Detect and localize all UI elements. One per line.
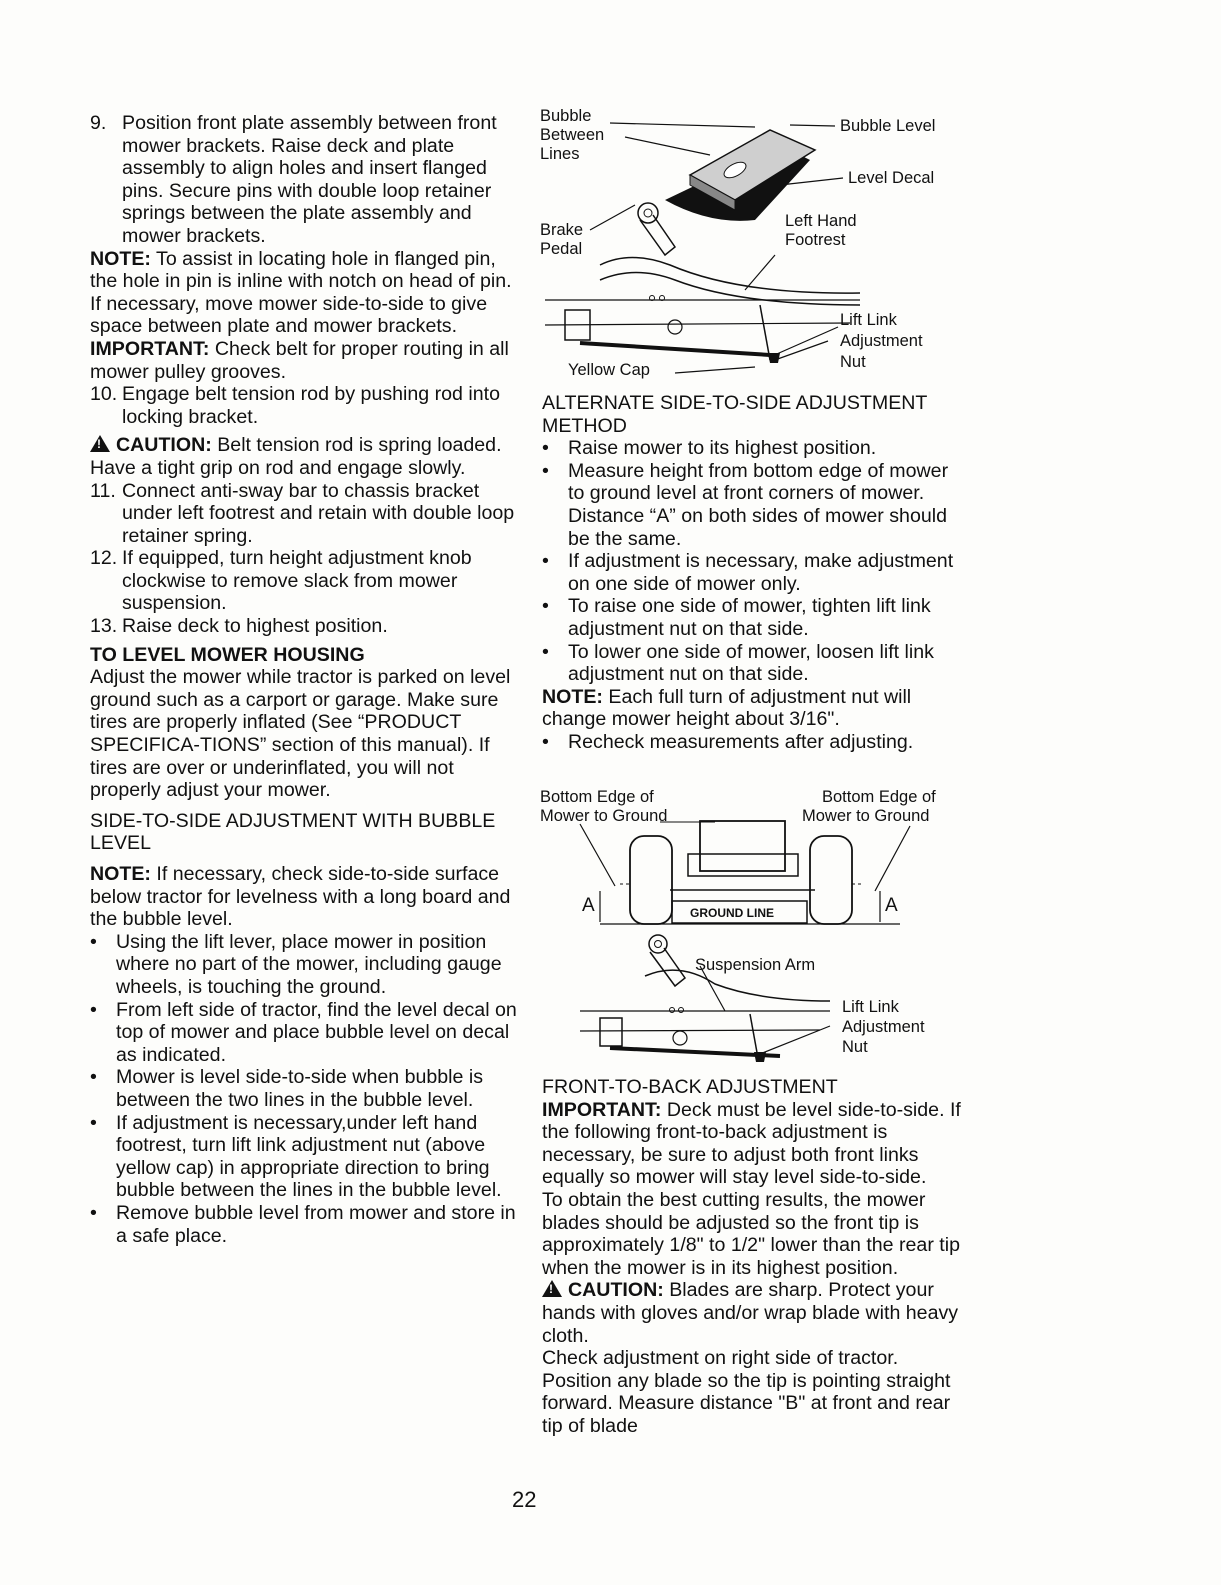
warning-icon (542, 1280, 562, 1297)
bullet-text: Recheck measurements after adjusting. (568, 730, 914, 753)
level-decal-label: Level Decal (848, 169, 935, 187)
bullet-text: To lower one side of mower, loosen lift link adjustment nut on that side. (568, 640, 934, 686)
bullet-item (542, 641, 967, 686)
step-number: 11. (90, 479, 116, 502)
lift-link-label: Nut (840, 353, 866, 371)
caution-label: CAUTION: (568, 1279, 664, 1302)
bullet-text: Mower is level side-to-side when bubble is between the two lines in the bubble level. (116, 1066, 484, 1111)
lift-link-label: Adjustment (840, 332, 923, 350)
bubble-between-lines-label: Lines (540, 145, 580, 163)
step-9 (90, 112, 522, 248)
bullet-icon: • (542, 595, 549, 618)
note-3 (542, 686, 967, 731)
step-number: 10. (90, 383, 118, 406)
bullet-icon: • (90, 1111, 97, 1134)
bullet-item (90, 999, 522, 1067)
bullet-item (90, 931, 522, 999)
step-text: Position front plate assembly between front mower brackets. Raise deck and plate assembly to align holes and insert flanged pins. Secure pins with double loop retainer springs between the plate assembly and mower brackets. (122, 112, 497, 247)
left-column (90, 112, 522, 1247)
bullet-icon: • (542, 437, 549, 460)
left-hand-footrest-label: Footrest (785, 231, 846, 249)
note-text: Each full turn of adjustment nut will change mower height about 3/16". (542, 685, 912, 731)
a-right-label: A (885, 895, 898, 916)
bullet-text: To raise one side of mower, tighten lift link adjustment nut on that side. (568, 595, 931, 640)
lift-link-label: Lift Link (840, 311, 897, 329)
important-2 (542, 1099, 967, 1189)
step-text: Connect anti-sway bar to chassis bracket under left footrest and retain with double loop retainer spring. (122, 479, 515, 547)
note-text: If necessary, check side-to-side surface below tractor for levelness with a long board and the bubble level. (90, 863, 511, 931)
caution-text: Belt tension rod is spring loaded. Have a tight grip on rod and engage slowly. (90, 434, 502, 479)
bullet-icon: • (90, 1201, 97, 1224)
step-number: 12. (90, 547, 118, 570)
page-number: 22 (512, 1487, 537, 1512)
lift-link-label: Lift Link (842, 998, 899, 1016)
caution-text: Blades are sharp. Protect your hands with gloves and/or wrap blade with heavy cloth. (542, 1279, 959, 1347)
bullet-icon: • (90, 998, 97, 1021)
front-heading: FRONT-TO-BACK ADJUSTMENT (542, 1076, 838, 1098)
caution-label: CAUTION: (116, 434, 212, 457)
bubble-heading: SIDE-TO-SIDE ADJUSTMENT WITH BUBBLE LEVEL (90, 809, 496, 855)
bullet-icon: • (90, 930, 97, 953)
suspension-arm-label: Suspension Arm (695, 956, 816, 974)
brake-pedal-label: Brake (540, 221, 584, 239)
bottom-edge-left-label: Bottom Edge of (540, 788, 654, 806)
step-13 (90, 615, 522, 638)
alt-heading: ALTERNATE SIDE-TO-SIDE ADJUSTMENT METHOD (542, 392, 928, 437)
warning-icon (90, 435, 110, 452)
step-text: Raise deck to highest position. (122, 615, 388, 638)
bullet-text: Using the lift lever, place mower in position where no part of the mower, including gauge wheels, is touching the ground. (116, 930, 502, 998)
bullet-item (542, 550, 967, 595)
caution-2 (542, 1279, 967, 1347)
bullet-text: If adjustment is necessary, make adjustment on one side of mower only. (568, 550, 954, 595)
step-number: 13. (90, 615, 118, 638)
ground-level-diagram (540, 786, 970, 1076)
best-results-text: To obtain the best cutting results, the mower blades should be adjusted so the front tip is approximately 1/8" to 1/2" lower than the rear tip when the mower is in its highest position. (542, 1188, 960, 1279)
note-text: To assist in locating hole in flanged pin, the hole in pin is inline with notch on head of pin. If necessary, move mower side-to-side to give space between plate and mower brackets. (90, 247, 512, 338)
check-adjustment-text: Check adjustment on right side of tractor. Position any blade so the tip is pointing straight forward. Measure distance "B" at front and rear tip of blade (542, 1347, 951, 1437)
important-1 (90, 338, 522, 383)
bullet-item (90, 1202, 522, 1247)
right-column-bottom (542, 1076, 967, 1438)
a-left-label: A (582, 895, 595, 916)
step-text: If equipped, turn height adjustment knob clockwise to remove slack from mower suspension. (122, 547, 472, 615)
bubble-between-lines-label: Bubble (540, 107, 592, 125)
note-label: NOTE: (90, 247, 151, 270)
bottom-edge-right-label: Bottom Edge of (822, 788, 936, 806)
bullet-item (542, 731, 967, 754)
note-2 (90, 863, 522, 931)
bullet-text: From left side of tractor, find the level decal on top of mower and place bubble level on decal as indicated. (116, 998, 517, 1066)
note-1 (90, 248, 522, 338)
bubble-between-lines-label: Between (540, 126, 605, 144)
important-label: IMPORTANT: (90, 337, 210, 360)
note-label: NOTE: (90, 863, 151, 885)
bottom-edge-right-label: Mower to Ground (802, 807, 930, 825)
step-11 (90, 480, 522, 548)
bubble-level-label: Bubble Level (840, 117, 936, 135)
step-text: Engage belt tension rod by pushing rod into locking bracket. (122, 383, 500, 428)
bullet-text: Raise mower to its highest position. (568, 437, 877, 460)
important-text: Deck must be level side-to-side. If the following front-to-back adjustment is necessary, be sure to adjust both front links equally so mower will stay level side-to-side. (542, 1098, 961, 1189)
yellow-cap-label: Yellow Cap (568, 361, 650, 379)
important-label: IMPORTANT: (542, 1098, 662, 1121)
left-hand-footrest-label: Left Hand (785, 212, 857, 230)
bullet-text: Measure height from bottom edge of mower to ground level at front corners of mower. Distance “A” on both sides of mower should be the same. (568, 459, 949, 550)
brake-pedal-label: Pedal (540, 240, 583, 258)
bullet-icon: • (542, 640, 549, 663)
bubble-level-diagram (540, 105, 970, 385)
step-number: 9. (90, 112, 107, 134)
bullet-item (90, 1066, 522, 1111)
bullet-item (542, 437, 967, 460)
lift-link-label: Adjustment (842, 1018, 925, 1036)
level-text: Adjust the mower while tractor is parked on level ground such as a carport or garage. Make sure tires are properly inflated (See “PRODUCT SPECIFICA-TIONS” section of this manual). If tires are over or underinflated, you will not properly adjust your mower. (90, 666, 511, 802)
bullet-item (542, 460, 967, 550)
bullet-icon: • (542, 730, 549, 753)
important-text: Check belt for proper routing in all mower pulley grooves. (90, 337, 509, 383)
step-10 (90, 383, 522, 428)
note-label: NOTE: (542, 685, 603, 708)
lift-link-label: Nut (842, 1038, 868, 1056)
bullet-item (542, 595, 967, 640)
bullet-icon: • (542, 550, 549, 573)
bottom-edge-left-label: Mower to Ground (540, 807, 668, 825)
right-column-top (542, 392, 967, 754)
bullet-item (90, 1112, 522, 1202)
level-heading: TO LEVEL MOWER HOUSING (90, 643, 365, 666)
bullet-text: If adjustment is necessary,under left hand footrest, turn lift link adjustment nut (above yellow cap) in appropriate direction to bring bubble between the lines in the bubble level. (116, 1111, 502, 1202)
bullet-text: Remove bubble level from mower and store in a safe place. (116, 1201, 516, 1247)
bullet-icon: • (542, 459, 549, 482)
ground-line-label: GROUND LINE (690, 906, 774, 920)
step-12 (90, 547, 522, 615)
caution-1 (90, 434, 522, 479)
bullet-icon: • (90, 1066, 97, 1089)
